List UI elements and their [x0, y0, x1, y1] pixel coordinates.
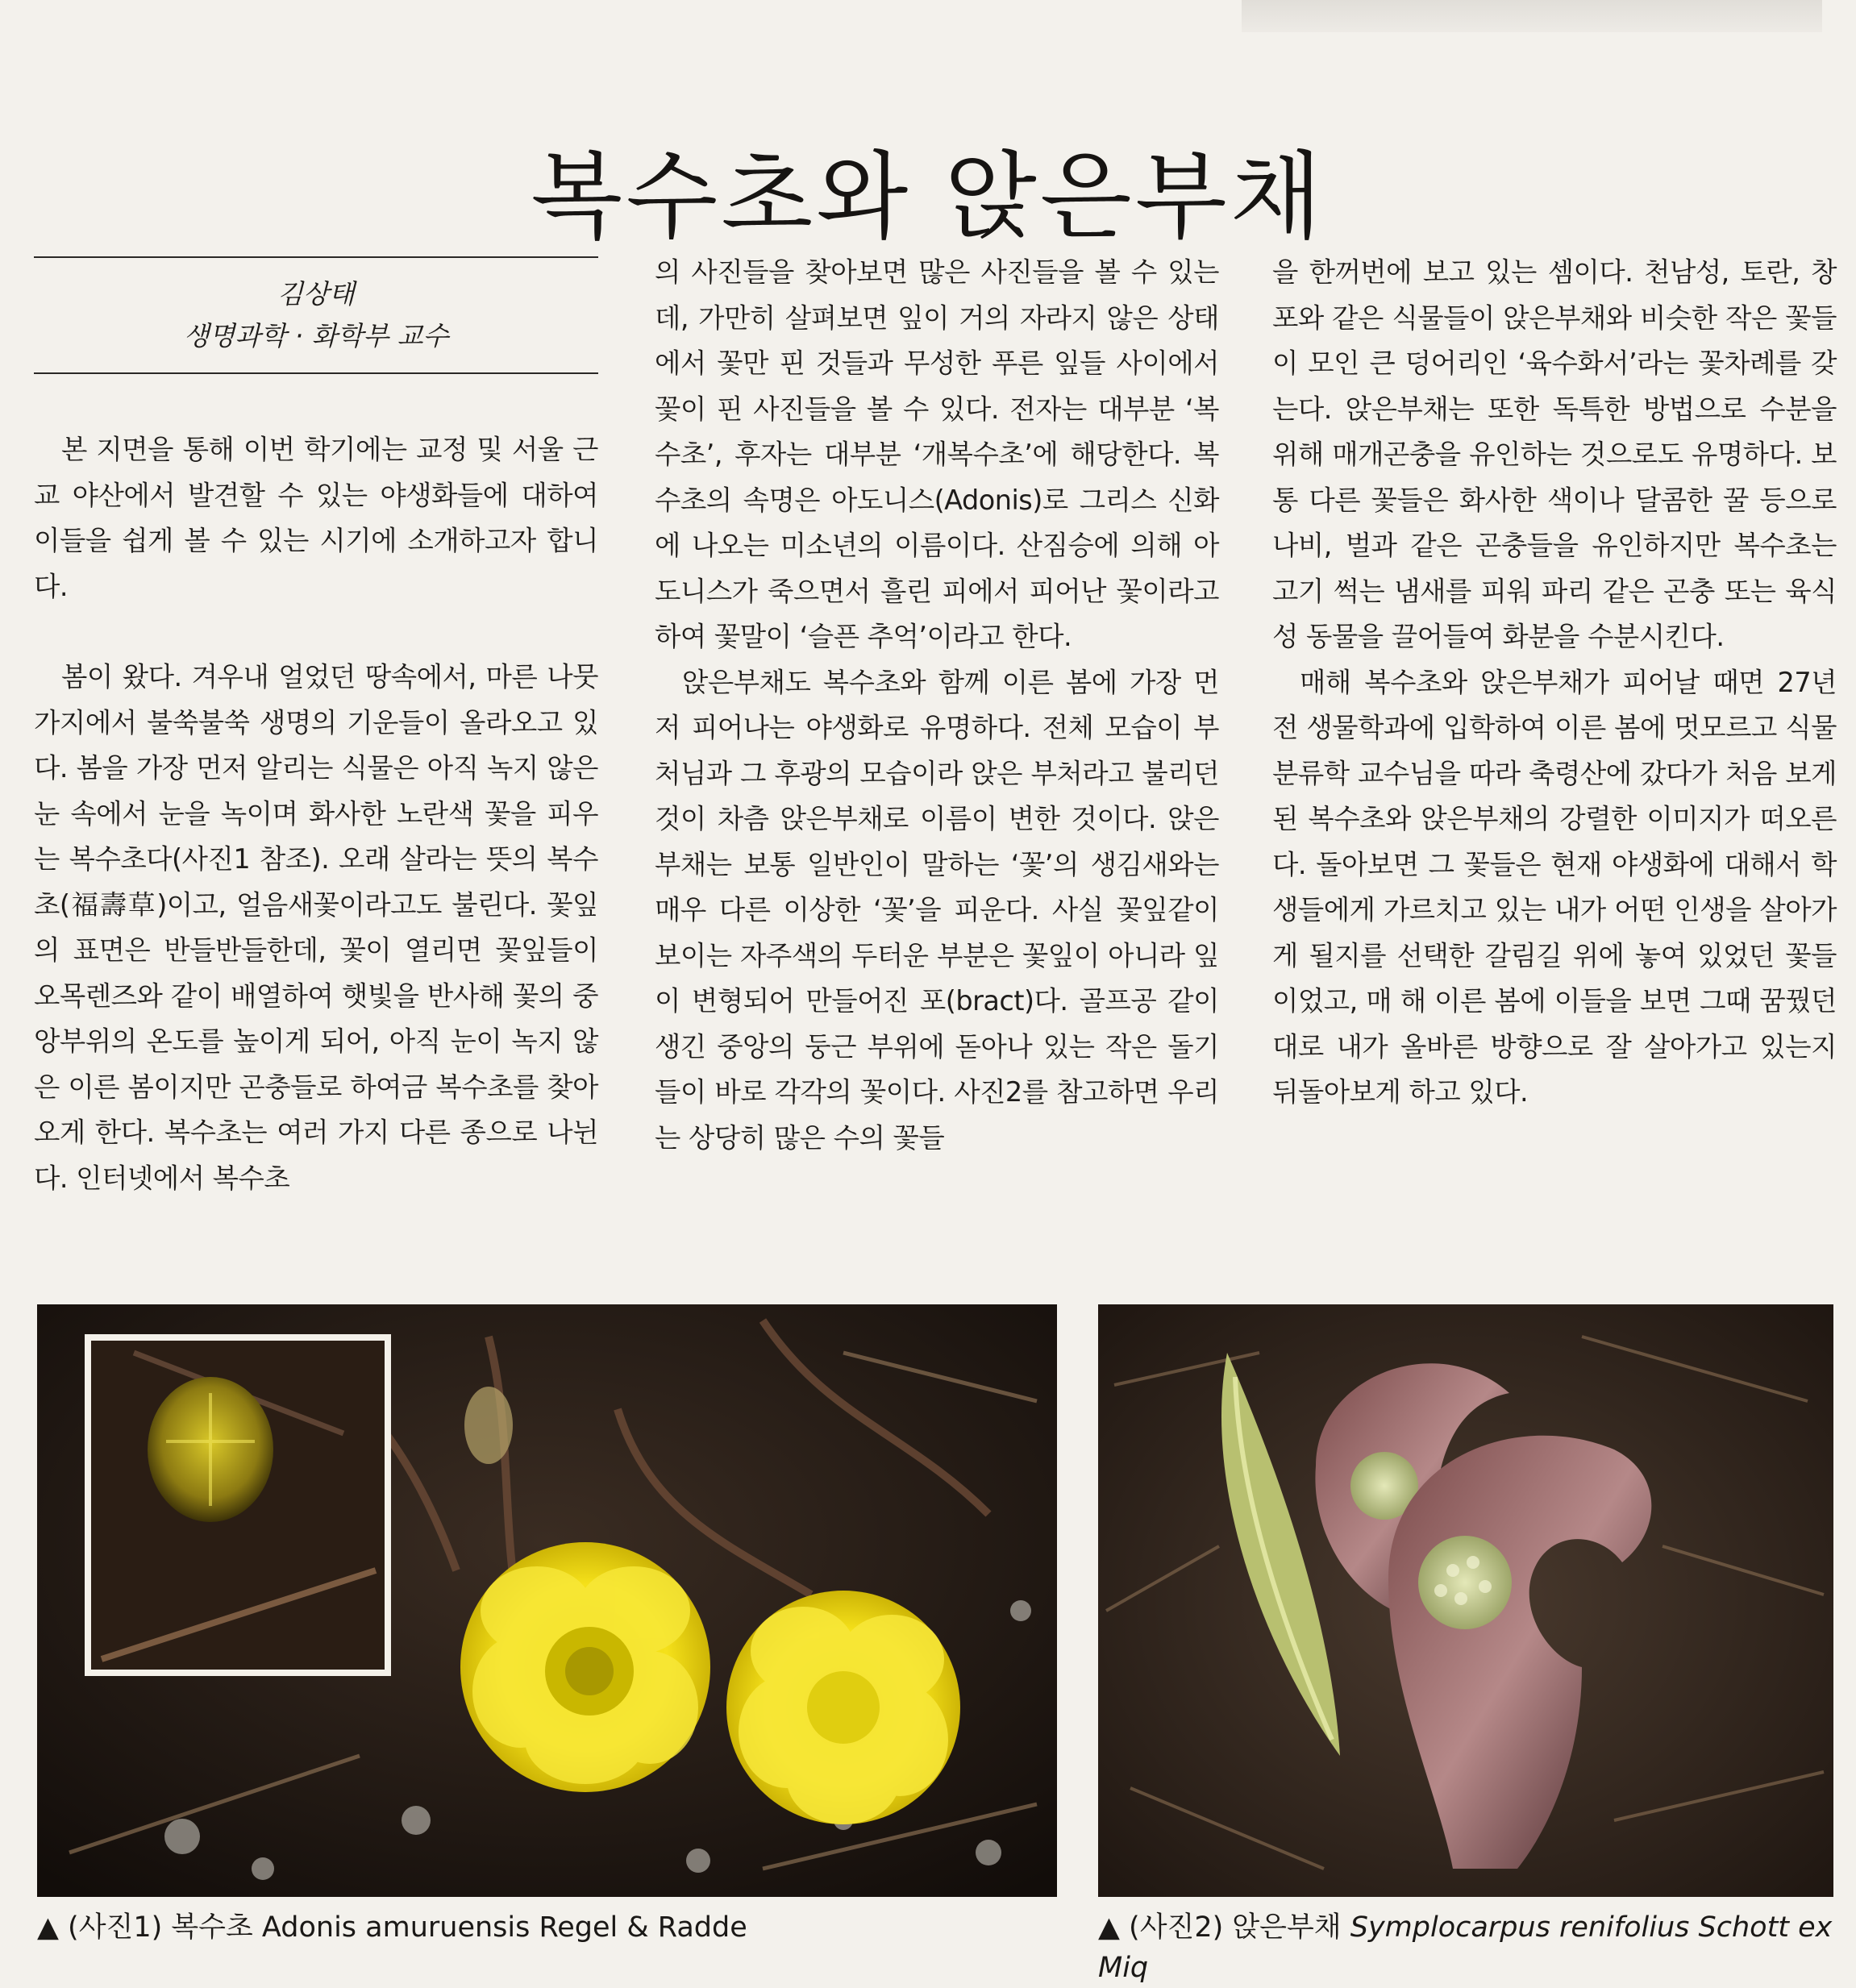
byline-top-rule [34, 256, 598, 258]
photo-caption-1 [37, 1907, 747, 1948]
article-column-3 [1272, 250, 1837, 1116]
photo-symplocarpus [1098, 1304, 1833, 1897]
adjacent-page-header [1242, 0, 1822, 32]
byline-bottom-rule [34, 372, 598, 374]
paragraph-body: 의 사진들을 찾아보면 많은 사진들을 볼 수 있는데, 가만히 살펴보면 잎이 거의 자라지 않은 상태에서 꽃만 핀 것들과 무성한 푸른 잎들 사이에서 꽃이 핀 사진들을 볼 수 있다. 전자는 대부분 ‘복수초’, 후자는 대부분 ‘개복수초’에 해당한다. 복수초의 속명은 아도니스(Adonis)로 그리스 신화에 나오는 미소년의 이름이다. 산짐승에 의해 아도니스가 죽으면서 흘린 피에서 피어난 꽃이라고 하여 꽃말이 ‘슬픈 추억’이라고 한다. [655, 256, 1219, 652]
paragraph-intro: 본 지면을 통해 이번 학기에는 교정 및 서울 근교 야산에서 발견할 수 있는 야생화들에 대하여 이들을 쉽게 볼 수 있는 시기에 소개하고자 합니다. [34, 434, 598, 602]
author-affiliation: 생명과학 · 화학부 교수 [183, 320, 449, 351]
caption-species: Adonis amuruensis Regel & Radde [261, 1911, 747, 1944]
paragraph-body: 매해 복수초와 앉은부채가 피어날 때면 27년 전 생물학과에 입학하여 이른 봄에 멋모르고 식물분류학 교수님을 따라 축령산에 갔다가 처음 보게 된 복수초와 앉은부채의 강렬한 이미지가 떠오른다. 돌아보면 그 꽃들은 현재 야생화에 대해서 학생들에게 가르치고 있는 내가 어떤 인생을 살아가게 될지를 선택한 갈림길 위에 놓여 있었던 꽃들이었고, 매 해 이른 봄에 이들을 보면 그때 꿈꿨던 대로 내가 올바른 방향으로 잘 살아가고 있는지 뒤돌아보게 하고 있다. [1272, 666, 1837, 1108]
article-column-1 [34, 427, 598, 1201]
photo-adonis [37, 1304, 1057, 1897]
caption-label: ▲ (사진2) 앉은부채 [1098, 1911, 1350, 1944]
article-title: 복수초와 앉은부채 [531, 141, 1325, 253]
paragraph-body: 봄이 왔다. 겨우내 얼었던 땅속에서, 마른 나뭇가지에서 불쑥불쑥 생명의 기운들이 올라오고 있다. 봄을 가장 먼저 알리는 식물은 아직 녹지 않은 눈 속에서 눈을 녹이며 화사한 노란색 꽃을 피우는 복수초다(사진1 참조). 오래 살라는 뜻의 복수초(福壽草)이고, 얼음새꽃이라고도 불린다. 꽃잎의 표면은 반들반들한데, 꽃이 열리면 꽃잎들이 오목렌즈와 같이 배열하여 햇빛을 반사해 꽃의 중앙부위의 온도를 높이게 되어, 아직 눈이 녹지 않은 이른 봄이지만 곤충들로 하여금 복수초를 찾아오게 한다. 복수초는 여러 가지 다른 종으로 나뉜다. 인터넷에서 복수초 [34, 661, 598, 1194]
paragraph-body: 앉은부채도 복수초와 함께 이른 봄에 가장 먼저 피어나는 야생화로 유명하다. 전체 모습이 부처님과 그 후광의 모습이라 앉은 부처라고 불리던 것이 차츰 앉은부채로 이름이 변한 것이다. 앉은부채는 보통 일반인이 말하는 ‘꽃’의 생김새와는 매우 다른 이상한 ‘꽃’을 피운다. 사실 꽃잎같이 보이는 자주색의 두터운 부분은 꽃잎이 아니라 잎이 변형되어 만들어진 포(bract)다. 골프공 같이 생긴 중앙의 둥근 부위에 돋아나 있는 작은 돌기들이 바로 각각의 꽃이다. 사진2를 참고하면 우리는 상당히 많은 수의 꽃들 [655, 666, 1219, 1154]
article-column-2 [655, 250, 1219, 1161]
caption-label: ▲ (사진1) 복수초 [37, 1911, 262, 1944]
caption-species: Symplocarpus renifolius Schott ex Miq [1098, 1911, 1833, 1984]
author-name: 김상태 [277, 278, 355, 310]
photo-caption-2 [1098, 1907, 1856, 1988]
flower-left [460, 1542, 710, 1792]
paragraph-body: 을 한꺼번에 보고 있는 셈이다. 천남성, 토란, 창포와 같은 식물들이 앉은부채와 비슷한 작은 꽃들이 모인 큰 덩어리인 ‘육수화서’라는 꽃차례를 갖는다. 앉은부채는 또한 독특한 방법으로 수분을 위해 매개곤충을 유인하는 것으로도 유명하다. 보통 다른 꽃들은 화사한 색이나 달콤한 꿀 등으로 나비, 벌과 같은 곤충들을 유인하지만 복수초는 고기 썩는 냄새를 피워 파리 같은 곤충 또는 육식성 동물을 끌어들여 화분을 수분시킨다. [1272, 256, 1837, 652]
